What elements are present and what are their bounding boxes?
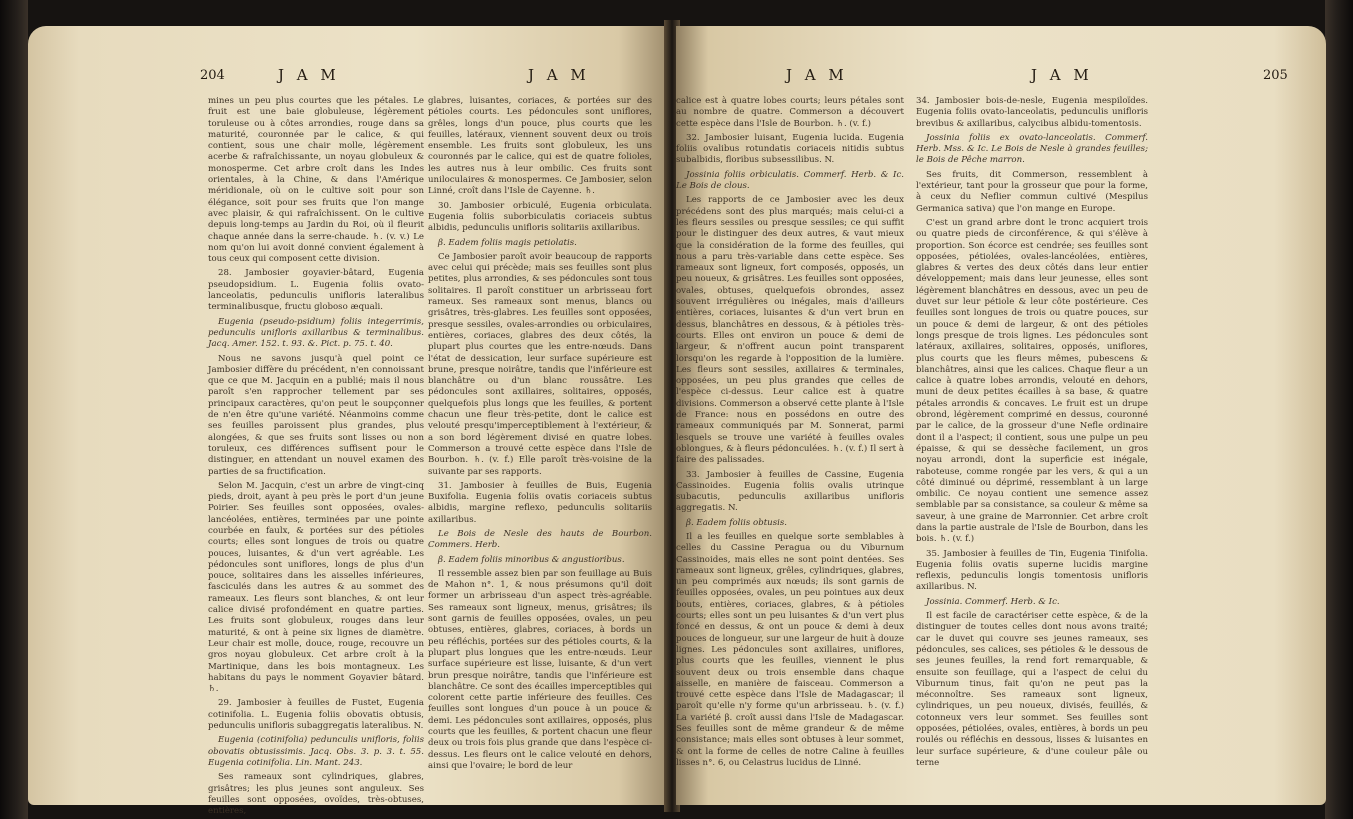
variety: β. Eadem foliis obtusis. — [686, 517, 788, 528]
paragraph: Il a les feuilles en quelque sorte semblables à celles du Cassine Peragua ou du Viburnum Cassinoides, mais elles ne sont point dentées. Ses rameaux sont ligneux, grêles, cylindriques, glabres, un peu comprimés aux nœuds; ils sont garnis de feuilles opposées, ovales, un peu pointues aux deux bouts, entières, coriaces, glabres, & à pétioles courts; elles sont un peu luisantes & d'un vert plus foncé en dessus, & ont un pouce & demi à deux pouces de longueur, sur une largeur de huit à douze lignes. Les pédoncules sont axillaires, uniflores, plus courts que les feuilles, viennent le plus souvent deux ou trois ensemble dans chaque aisselle, en manière de faisceau. Commerson a trouvé cette espèce dans l'Isle de Madagascar; il paroît qu'elle n'y forme qu'un arbrisseau. ♄. (v. f.) La variété β. croît aussi dans l'Isle de Madagascar. Ses feuilles sont de même grandeur & de même consistance; mais elles sont obtuses à leur sommet, & ont la forme de celles de notre Caline à feuilles lisses n°. 6, ou Celastrus lucidus de Linné. — [676, 531, 904, 768]
paragraph: Nous ne savons jusqu'à quel point ce Jambosier diffère du précédent, n'en connoissant que ce que M. Jacquin en a publié; mais il nous paroît s'en rapprocher tellement par ses principaux caractères, qu'on peut le soupçonner de n'en être qu'une variété. Néanmoins comme ses feuilles paroissent plus grandes, plus alongées, & que ses fruits sont lisses ou non toruleux, ces différences suffisent pour le distinguer, en attendant un nouvel examen des parties de sa fructification. — [208, 353, 424, 477]
synonym: Jossinia. Commerf. Herb. & Ic. — [926, 596, 1060, 607]
text-column-right-2 — [916, 96, 1148, 808]
synonym: Jossinia foliis orbiculatis. Commerf. Herb. & Ic. Le Bois de clous. — [676, 169, 904, 192]
text-column-right-1 — [676, 96, 904, 808]
species-entry-35: 35. Jambosier à feuilles de Tin, Eugenia Tinifolia. Eugenia foliis ovatis superne lucidis margine reflexis, pedunculis longis tomentosis unifloris axillaribus. N. — [916, 548, 1148, 593]
species-entry-32: 32. Jambosier luisant, Eugenia lucida. Eugenia foliis ovalibus rotundatis coriaceis nitidis subtus subalbidis, floribus subsessilibus. N. — [676, 132, 904, 166]
species-entry-34: 34. Jambosier bois-de-nesle, Eugenia mespiloïdes. Eugenia foliis ovato-lanceolatis, pedunculis unifloris brevibus & axillaribus, calycibus albidu-tomentosis. — [916, 96, 1148, 129]
species-entry-30: 30. Jambosier orbiculé, Eugenia orbiculata. Eugenia foliis suborbiculatis coriaceis subtus albidis, pedunculis unifloris solitariis axillaribus. — [428, 200, 652, 234]
right-cover-edge — [1325, 0, 1353, 819]
species-entry-28: 28. Jambosier goyavier-bâtard, Eugenia pseudopsidium. L. Eugenia foliis ovato-lanceolatis, pedunculis unifloris lateralibus terminalibusque, fructu globoso æquali. — [208, 268, 424, 313]
paragraph: C'est un grand arbre dont le tronc acquiert trois ou quatre pieds de circonférence, & qui s'élève à proportion. Son écorce est cendrée; ses feuilles sont opposées, pétiolées, ovales-lancéolées, entières, glabres & vertes des deux côtés dans leur entier développement; mais dans leur jeunesse, elles sont légèrement blanchâtres en dessous, avec un peu de duvet sur leur pétiole & leur côte postérieure. Ces feuilles sont longues de trois ou quatre pouces, sur un pouce & demi de largeur, & ont des pétioles longs presque de trois lignes. Les pédoncules sont latéraux, axillaires, solitaires, opposés, uniflores, plus courts que les fleurs mêmes, pubescens & blanchâtres, ainsi que les calices. Chaque fleur a un calice à quatre lobes arrondis, velouté en dehors, muni de deux petites écailles à sa base, & quatre pétales arrondis & concaves. Le fruit est un drupe obrond, légèrement comprimé en dessus, couronné par le calice, de la grosseur d'une Nefle ordinaire dont il a l'aspect; il contient, sous une pulpe un peu épaisse, & qui se dessèche facilement, un gros noyau arrondi, dont la superficie est inégale, raboteuse, comme rongée par les vers, & qui a un côté diminué ou déprimé, ressemblant à un large ombilic. Ce noyau contient une semence assez semblable par sa consistance, sa couleur & même sa saveur, à une graine de Marronnier. Cet arbre croît dans la partie australe de l'Isle de Bourbon, dans les bois. ♄. (v. f.) — [916, 217, 1148, 545]
running-head-right-1: J A M — [786, 66, 848, 84]
left-page — [28, 26, 670, 817]
paragraph: mines un peu plus courtes que les pétales. Le fruit est une baie globuleuse, légèrement toruleuse ou à côtes arrondies, rouge dans sa maturité, couronnée par le calice, & qui contient, sous une chair molle, légèrement acerbe & rafraîchissante, un noyau globuleux & monosperme. Cet arbre croît dans les Indes orientales, à la Chine, & dans l'Amérique méridionale, où on le cultive soit pour son élégance, soit pour ses fruits que l'on mange avec plaisir, & qui rafraîchissent. On le cultive depuis long-temps au Jardin du Roi, où il fleurit chaque année dans la serre-chaude. ♄. (v. v.) Le nom qu'on lui avoit donné convient également à tous ceux qui composent cette division. — [208, 96, 424, 265]
paragraph: Ses fruits, dit Commerson, ressemblent à l'extérieur, tant pour la grosseur que pour la forme, à ceux du Neflier commun cultivé (Mespilus Germanica sativa) que l'on mange en Europe. — [916, 169, 1148, 214]
paragraph: glabres, luisantes, coriaces, & portées sur des pétioles courts. Les pédoncules sont uniflores, grêles, longs d'un pouce, plus courts que les feuilles, latéraux, viennent souvent deux ou trois ensemble. Les fruits sont globuleux, les uns couronnés par le calice, qui est de quatre folioles, les autres nus à leur ombilic. Ces fruits sont uniloculaires & monospermes. Ce Jambosier, selon Linné, croît dans l'Isle de Cayenne. ♄. — [428, 96, 652, 197]
left-cover-edge — [0, 0, 28, 819]
paragraph: Selon M. Jacquin, c'est un arbre de vingt-cinq pieds, droit, ayant à peu près le port d'un jeune Poirier. Ses feuilles sont opposées, ovales-lancéolées, entières, terminées par une pointe courbée en faulx, & portées sur des pétioles courts; elles sont longues de trois ou quatre pouces, luisantes, & d'un vert agréable. Les pédoncules sont uniflores, longs de plus d'un pouce, solitaires dans les aisselles inférieures, fasciculés dans les autres & au sommet des rameaux. Les fleurs sont blanches, & ont leur calice divisé profondément en quatre parties. Les fruits sont globuleux, rouges dans leur maturité, & ont à peine six lignes de diamètre. Leur chair est molle, douce, rouge, recouvre un gros noyau globuleux. Cet arbre croît à la Martinique, dans les bois montagneux. Les habitans du pays le nomment Goyavier bâtard. ♄. — [208, 480, 424, 695]
paragraph: Il ressemble assez bien par son feuillage au Buis de Mahon n°. 1, & nous présumons qu'il doit former un arbrisseau d'un aspect très-agréable. Ses rameaux sont ligneux, menus, grisâtres; ils sont garnis de feuilles opposées, ovales, un peu obtuses, entières, glabres, coriaces, à bords un peu réfléchis, portées sur des pétioles courts, & la plupart plus longues que les entre-nœuds. Leur surface supérieure est lisse, luisante, & d'un vert brun presque noirâtre, tandis que l'inférieure est blanchâtre. Ce sont des écailles imperceptibles qui colorent cette partie inférieure des feuilles. Ces feuilles sont longues d'un pouce à un pouce & demi. Les pédoncules sont axillaires, opposés, plus courts que les feuilles, & portent chacun une fleur deux ou trois fois plus grande que dans l'espèce ci-dessus. Les fleurs ont le calice velouté en dehors, ainsi que l'ovaire; le bord de leur — [428, 568, 652, 771]
variety: β. Eadem foliis minoribus & angustioribus. — [438, 554, 625, 565]
page-number-left: 204 — [200, 68, 225, 83]
synonym: Jossinia foliis ex ovato-lanceolatis. Commerf. Herb. Mss. & Ic. Le Bois de Nesle à grandes feuilles; le Bois de Pêche marron. — [916, 132, 1148, 166]
text-column-left-2 — [428, 96, 652, 808]
running-head-left-2: J A M — [528, 66, 590, 84]
paragraph: Ce Jambosier paroît avoir beaucoup de rapports avec celui qui précède; mais ses feuilles sont plus petites, plus arrondies, & ses pédoncules sont tous solitaires. Il paroît constituer un arbrisseau fort rameux. Ses rameaux sont menus, blancs ou grisâtres, très-glabres. Les feuilles sont opposées, presque sessiles, ovales-arrondies ou orbiculaires, entières, coriaces, glabres des deux côtés, la plupart plus courtes que les entre-nœuds. Dans l'état de dessication, leur surface supérieure est brune, presque noirâtre, tandis que l'inférieure est blanchâtre ou d'un blanc roussâtre. Les pédoncules sont axillaires, solitaires, opposés, quelquefois plus longs que les feuilles, & portent chacun une fleur très-petite, dont le calice est velouté presqu'imperceptiblement à l'extérieur, & a son bord légèrement divisé en quatre lobes. Commerson a trouvé cette espèce dans l'Isle de Bourbon. ♄. (v. f.) Elle paroît très-voisine de la suivante par ses rapports. — [428, 251, 652, 477]
variety: β. Eadem foliis magis petiolatis. — [438, 237, 577, 248]
synonym: Eugenia (cotinifolia) pedunculis unifloris, foliis obovatis obtusissimis. Jacq. Obs. 3. p. 3. t. 55. Eugenia cotinifolia. Lin. Mant. 243. — [208, 735, 424, 768]
running-head-right-2: J A M — [1031, 66, 1093, 84]
synonym: Eugenia (pseudo-psidium) foliis integerrimis, pedunculis unifloris axillaribus & terminalibus. Jacq. Amer. 152. t. 93. &. Pict. p. 75. t. 40. — [208, 316, 424, 350]
running-head-left-1: J A M — [278, 66, 340, 84]
paragraph: Il est facile de caractériser cette espèce, & de la distinguer de toutes celles dont nous avons traité; car le duvet qui couvre ses jeunes rameaux, ses pédoncules, ses calices, ses pétioles & le dessous de ses jeunes feuilles, la rend fort remarquable, & ensuite son feuillage, qui a l'aspect de celui du Viburnum tinus, fait qu'on ne peut pas la méconnoître. Ses rameaux sont ligneux, cylindriques, un peu noueux, divisés, feuillés, & cotonneux vers leur sommet. Ses feuilles sont opposées, pétiolées, ovales, entières, à bords un peu roulés ou réfléchis en dessous, lisses & luisantes en leur surface supérieure, & d'une couleur pâle ou terne — [916, 611, 1148, 768]
species-entry-33: 33. Jambosier à feuilles de Cassine, Eugenia Cassinoides. Eugenia foliis ovalis utrinque subacutis, pedunculis axillaribus unifloris aggregatis. N. — [676, 469, 904, 514]
synonym: Le Bois de Nesle des hauts de Bourbon. Commers. Herb. — [428, 528, 652, 551]
species-entry-31: 31. Jambosier à feuilles de Buis, Eugenia Buxifolia. Eugenia foliis ovatis coriaceis subtus albidis, margine reflexo, pedunculis solitariis axillaribus. — [428, 480, 652, 525]
paragraph: Ses rameaux sont cylindriques, glabres, grisâtres; les plus jeunes sont anguleux. Ses feuilles sont opposées, ovoïdes, très-obtuses, entières, — [208, 772, 424, 817]
page-number-right: 205 — [1263, 68, 1288, 83]
paragraph: Les rapports de ce Jambosier avec les deux précédens sont des plus marqués; mais celui-ci a les fleurs sessiles ou presque sessiles; ce qui suffit pour le distinguer des deux autres, & vaut mieux que la considération de la forme des feuilles, qui nous a paru très-variable dans cette espèce. Ses rameaux sont ligneux, fort composés, opposés, un peu noueux, & grisâtres. Les feuilles sont opposées, ovales, obtuses, quelquefois obrondes, assez souvent irrégulières ou inégales, mais d'ailleurs entières, coriaces, luisantes & d'un vert brun en dessus, blanchâtres en dessous, & à pétioles très-courts. Elles ont environ un pouce & demi de largeur, & n'offrent aucun point transparent lorsqu'on les regarde à l'opposition de la lumière. Les fleurs sont sessiles, axillaires & terminales, opposées, un peu plus grandes que celles de l'espèce ci-dessus. Leur calice est à quatre divisions. Commerson a observé cette plante à l'Isle de France: nous en possédons en outre des rameaux communiqués par M. Sonnerat, parmi lesquels se trouve une variété à feuilles ovales oblongues, & à fleurs pédonculées. ♄. (v. f.) Il sert à faire des palissades. — [676, 195, 904, 466]
paragraph: calice est à quatre lobes courts; leurs pétales sont au nombre de quatre. Commerson a découvert cette espèce dans l'Isle de Bourbon. ♄. (v. f.) — [676, 96, 904, 129]
right-page — [676, 26, 1326, 805]
text-column-left-1 — [208, 96, 424, 817]
species-entry-29: 29. Jambosier à feuilles de Fustet, Eugenia cotinifolia. L. Eugenia foliis obovatis obtusis, pedunculis unifloris subaggregatis lateralibus. N. — [208, 698, 424, 732]
